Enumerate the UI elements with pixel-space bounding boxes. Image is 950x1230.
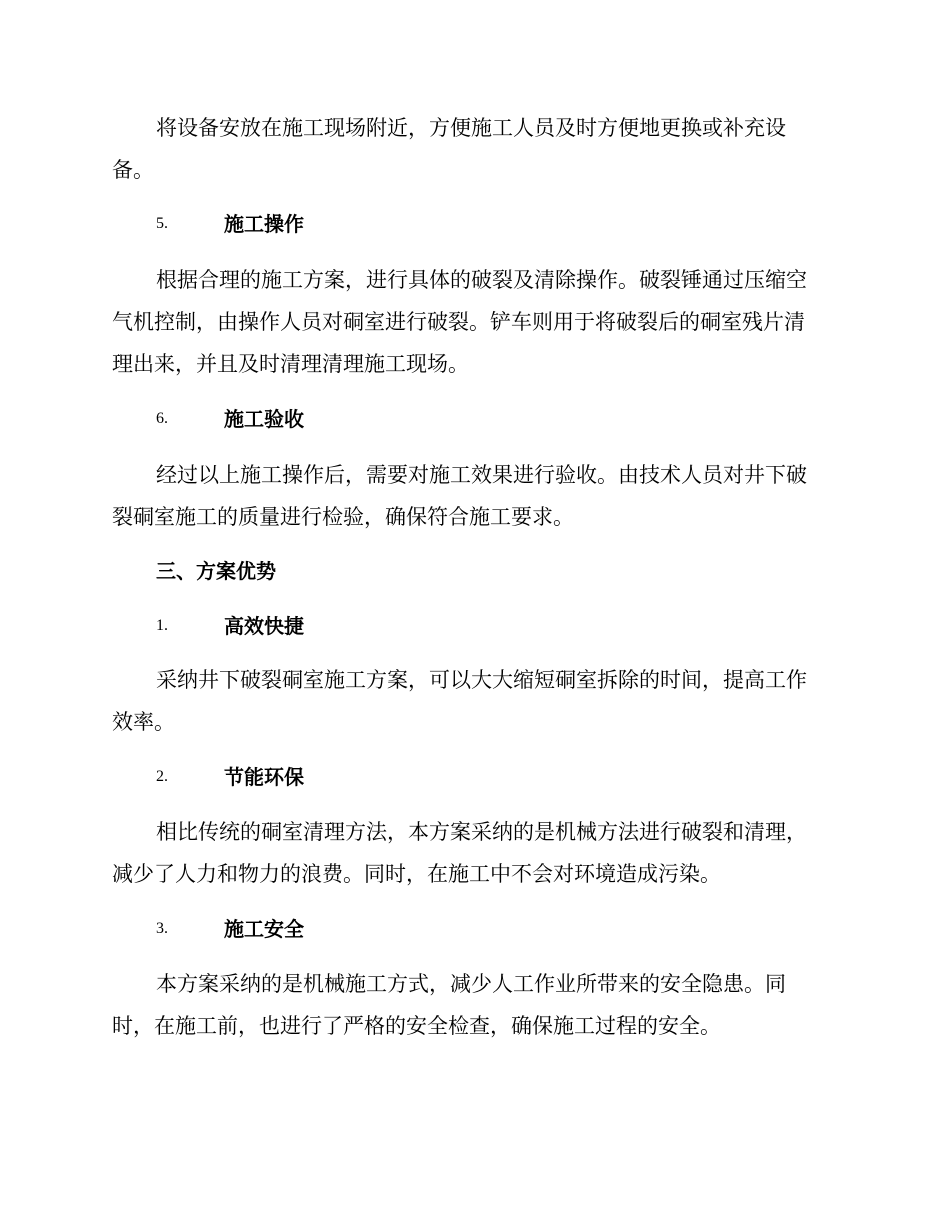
item-number: 6. (156, 410, 168, 427)
paragraph-line: 时，在施工前，也进行了严格的安全检查，确保施工过程的安全。 (112, 1014, 721, 1038)
paragraph-line: 根据合理的施工方案，进行具体的破裂及清除操作。破裂锤通过压缩空 (156, 268, 807, 292)
paragraph-line: 气机控制，由操作人员对硐室进行破裂。铲车则用于将破裂后的硐室残片清 (112, 310, 805, 334)
item-heading: 高效快捷 (224, 614, 304, 638)
paragraph-line: 效率。 (112, 710, 175, 734)
paragraph-line: 将设备安放在施工现场附近，方便施工人员及时方便地更换或补充设 (156, 116, 786, 140)
item-heading: 施工操作 (224, 212, 304, 236)
paragraph-line: 采纳井下破裂硐室施工方案，可以大大缩短硐室拆除的时间，提高工作 (156, 668, 807, 692)
paragraph-line: 理出来，并且及时清理清理施工现场。 (112, 352, 469, 376)
item-number: 5. (156, 215, 168, 232)
paragraph-line: 经过以上施工操作后，需要对施工效果进行验收。由技术人员对井下破 (156, 463, 807, 487)
item-number: 2. (156, 768, 168, 785)
item-heading: 节能环保 (224, 765, 304, 789)
paragraph-line: 裂硐室施工的质量进行检验，确保符合施工要求。 (112, 505, 574, 529)
paragraph-line: 减少了人力和物力的浪费。同时，在施工中不会对环境造成污染。 (112, 862, 721, 886)
paragraph-line: 本方案采纳的是机械施工方式，减少人工作业所带来的安全隐患。同 (156, 972, 786, 996)
section-heading: 三、方案优势 (156, 559, 276, 583)
paragraph-line: 备。 (112, 158, 154, 182)
item-heading: 施工验收 (224, 407, 304, 431)
paragraph-line: 相比传统的硐室清理方法，本方案采纳的是机械方法进行破裂和清理， (156, 820, 807, 844)
item-number: 3. (156, 920, 168, 937)
item-number: 1. (156, 617, 168, 634)
item-heading: 施工安全 (224, 917, 304, 941)
